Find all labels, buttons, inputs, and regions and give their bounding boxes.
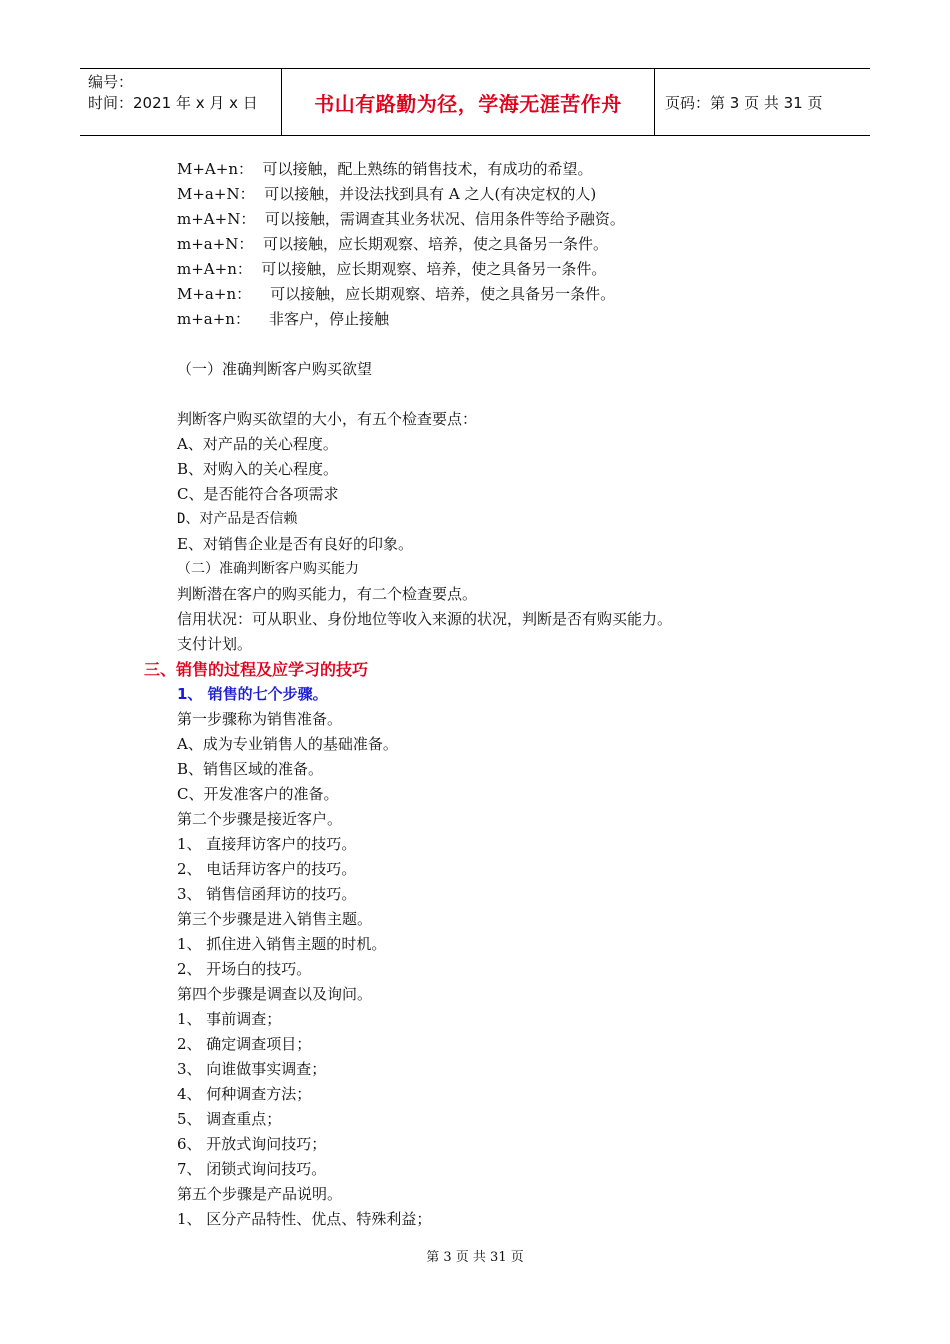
step-line: 7、 闭锁式询问技巧。 bbox=[177, 1160, 327, 1178]
step-line: B、销售区域的准备。 bbox=[177, 760, 324, 778]
section-desire-intro: 判断客户购买欲望的大小，有五个检查要点： bbox=[177, 410, 478, 428]
step-line: 第五个步骤是产品说明。 bbox=[177, 1185, 343, 1203]
section-three-subheading: 1、 销售的七个步骤。 bbox=[177, 685, 328, 703]
step-line: 3、 销售信函拜访的技巧。 bbox=[177, 885, 357, 903]
matrix-line: m+a+N： 可以接触，应长期观察、培养，使之具备另一条件。 bbox=[177, 235, 608, 253]
step-line: 2、 确定调查项目； bbox=[177, 1035, 312, 1053]
paragraph-line: 支付计划。 bbox=[177, 635, 253, 653]
step-line: 1、 直接拜访客户的技巧。 bbox=[177, 835, 357, 853]
step-line: 6、 开放式询问技巧； bbox=[177, 1135, 327, 1153]
section-ability-title: （二）准确判断客户购买能力 bbox=[177, 561, 359, 577]
matrix-list bbox=[177, 157, 877, 332]
page-footer: 第 3 页 共 31 页 bbox=[426, 1250, 524, 1265]
document-body bbox=[144, 157, 877, 1232]
page-info: 页码：第 3 页 共 31 页 bbox=[665, 93, 823, 112]
step-line: 4、 何种调查方法； bbox=[177, 1085, 312, 1103]
matrix-line: m+a+n： 非客户，停止接触 bbox=[177, 310, 390, 328]
matrix-line: M+A+n： 可以接触，配上熟练的销售技术，有成功的希望。 bbox=[177, 160, 593, 178]
step-line: 1、 区分产品特性、优点、特殊利益； bbox=[177, 1210, 432, 1228]
step-line: 2、 电话拜访客户的技巧。 bbox=[177, 860, 357, 878]
step-line: 第三个步骤是进入销售主题。 bbox=[177, 910, 373, 928]
list-item: D、对产品是否信赖 bbox=[177, 511, 298, 527]
header-table bbox=[80, 68, 870, 136]
step-line: 1、 抓住进入销售主题的时机。 bbox=[177, 935, 387, 953]
step-line: 第二个步骤是接近客户。 bbox=[177, 810, 343, 828]
list-item: B、对购入的关心程度。 bbox=[177, 460, 339, 478]
step-line: 5、 调查重点； bbox=[177, 1110, 282, 1128]
list-item: A、对产品的关心程度。 bbox=[177, 435, 338, 453]
matrix-line: m+A+N： 可以接触，需调查其业务状况、信用条件等给予融资。 bbox=[177, 210, 625, 228]
section-three-heading: 三、销售的过程及应学习的技巧 bbox=[144, 660, 369, 679]
step-line: 1、 事前调查； bbox=[177, 1010, 282, 1028]
list-item: E、对销售企业是否有良好的印象。 bbox=[177, 535, 413, 553]
list-item: C、是否能符合各项需求 bbox=[177, 485, 339, 503]
step-line: 第四个步骤是调查以及询问。 bbox=[177, 985, 373, 1003]
matrix-line: M+a+N： 可以接触，并设法找到具有 A 之人(有决定权的人) bbox=[177, 185, 597, 203]
step-line: 第一步骤称为销售准备。 bbox=[177, 710, 343, 728]
step-line: 3、 向谁做事实调查； bbox=[177, 1060, 327, 1078]
step-line: C、开发准客户的准备。 bbox=[177, 785, 339, 803]
step-line: A、成为专业销售人的基础准备。 bbox=[177, 735, 398, 753]
paragraph-line: 信用状况：可从职业、身份地位等收入来源的状况，判断是否有购买能力。 bbox=[177, 610, 673, 628]
paragraph-line: 判断潜在客户的购买能力，有二个检查要点。 bbox=[177, 585, 478, 603]
time-label: 时间：2021 年 x 月 x 日 bbox=[88, 94, 258, 112]
matrix-line: m+A+n： 可以接触，应长期观察、培养，使之具备另一条件。 bbox=[177, 260, 607, 278]
section-desire-title: （一）准确判断客户购买欲望 bbox=[177, 360, 373, 378]
steps-list bbox=[177, 707, 877, 1232]
matrix-line: M+a+n： 可以接触，应长期观察、培养，使之具备另一条件。 bbox=[177, 285, 616, 303]
step-line: 2、 开场白的技巧。 bbox=[177, 960, 312, 978]
header-meta bbox=[80, 69, 282, 135]
motto: 书山有路勤为径，学海无涯苦作舟 bbox=[282, 69, 655, 135]
number-label: 编号： bbox=[88, 73, 134, 91]
